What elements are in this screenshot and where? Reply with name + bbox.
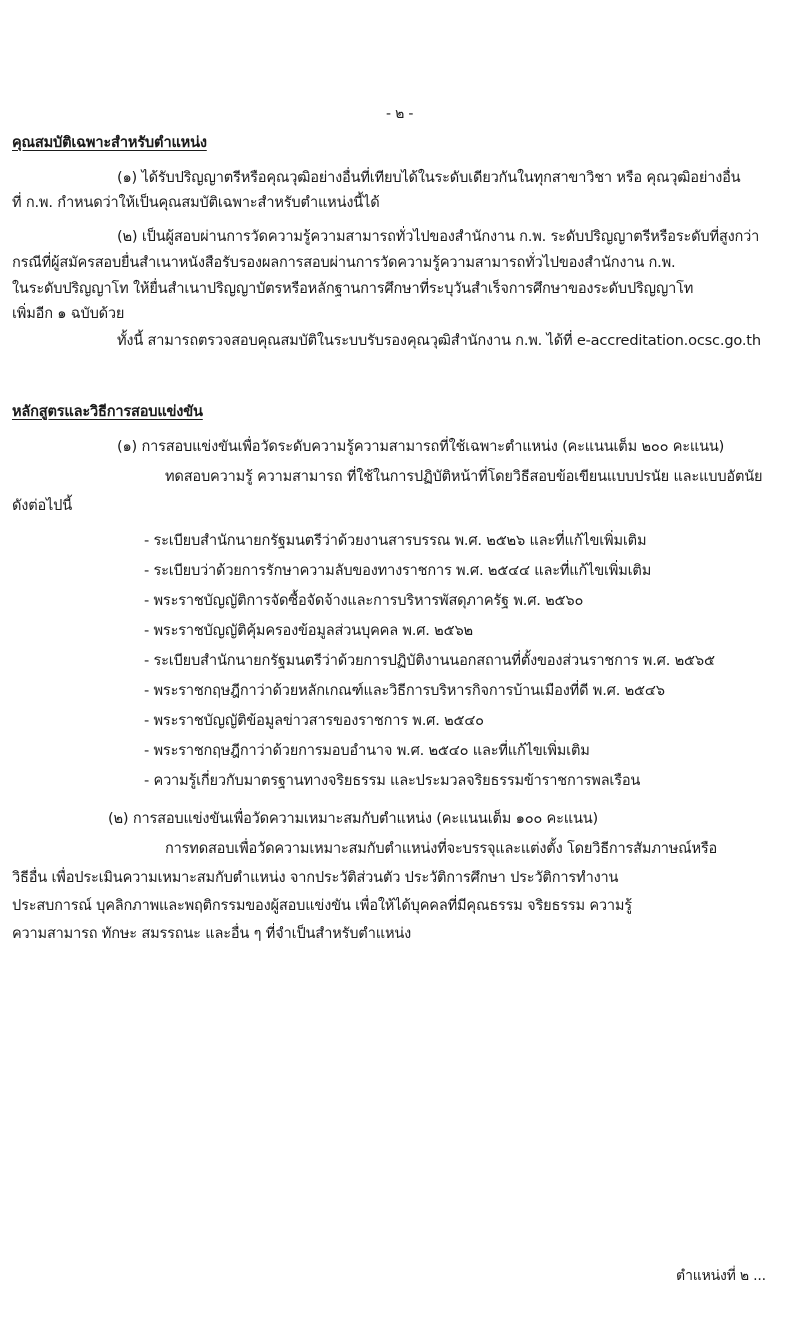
exam-part-2-desc-line-1: การทดสอบเพื่อวัดความเหมาะสมกับตำแหน่งที่จะบรรจุและแต่งตั้ง โดยวิธีการสัมภาษณ์หรือ [165,840,718,857]
exam-part-1-desc-line-2: ดังต่อไปนี้ [12,497,73,514]
exam-topic-item: - พระราชกฤษฎีกาว่าด้วยการมอบอำนาจ พ.ศ. ๒๕๔๐ และที่แก้ไขเพิ่มเติม [144,742,590,759]
exam-topic-item: - พระราชบัญญัติข้อมูลข่าวสารของราชการ พ.ศ. ๒๕๔๐ [144,712,484,729]
exam-topic-item: - ระเบียบว่าด้วยการรักษาความลับของทางราชการ พ.ศ. ๒๕๔๔ และที่แก้ไขเพิ่มเติม [144,562,652,579]
qualification-item-2-line-1: (๒) เป็นผู้สอบผ่านการวัดความรู้ความสามารถทั่วไปของสำนักงาน ก.พ. ระดับปริญญาตรีหรือระดับที่สูงกว่า [117,228,760,245]
qualification-item-2-line-2: กรณีที่ผู้สมัครสอบยื่นสำเนาหนังสือรับรองผลการสอบผ่านการวัดความรู้ความสามารถทั่วไปของสำนักงาน ก.พ. [12,254,676,271]
exam-topic-item: - ระเบียบสำนักนายกรัฐมนตรีว่าด้วยงานสารบรรณ พ.ศ. ๒๕๒๖ และที่แก้ไขเพิ่มเติม [144,532,647,549]
exam-topic-item: - พระราชกฤษฎีกาว่าด้วยหลักเกณฑ์และวิธีการบริหารกิจการบ้านเมืองที่ดี พ.ศ. ๒๕๔๖ [144,682,665,699]
exam-part-1-desc-line-1: ทดสอบความรู้ ความสามารถ ที่ใช้ในการปฏิบัติหน้าที่โดยวิธีสอบข้อเขียนแบบปรนัย และแบบอัตนัย [165,468,763,485]
exam-topic-item: - พระราชบัญญัติการจัดซื้อจัดจ้างและการบริหารพัสดุภาครัฐ พ.ศ. ๒๕๖๐ [144,592,584,609]
exam-part-2-desc-line-3: ประสบการณ์ บุคลิกภาพและพฤติกรรมของผู้สอบแข่งขัน เพื่อให้ได้บุคคลที่มีคุณธรรม จริยธรรม ความรู้ [12,897,632,914]
qualification-note: ทั้งนี้ สามารถตรวจสอบคุณสมบัติในระบบรับรองคุณวุฒิสำนักงาน ก.พ. ได้ที่ e-accreditation.ocsc.go.th [117,332,761,349]
exam-topic-item: - ความรู้เกี่ยวกับมาตรฐานทางจริยธรรม และประมวลจริยธรรมข้าราชการพลเรือน [144,772,641,789]
qualification-item-1-line-2: ที่ ก.พ. กำหนดว่าให้เป็นคุณสมบัติเฉพาะสำหรับตำแหน่งนี้ได้ [12,194,380,211]
qualification-item-1-line-1: (๑) ได้รับปริญญาตรีหรือคุณวุฒิอย่างอื่นที่เทียบได้ในระดับเดียวกันในทุกสาขาวิชา หรือ คุณวุฒิอย่างอื่น [117,169,741,186]
qualification-item-2-line-3: ในระดับปริญญาโท ให้ยื่นสำเนาปริญญาบัตรหรือหลักฐานการศึกษาที่ระบุวันสำเร็จการศึกษาของระดับปริญญาโท [12,280,694,297]
exam-topic-item: - พระราชบัญญัติคุ้มครองข้อมูลส่วนบุคคล พ.ศ. ๒๕๖๒ [144,622,473,639]
exam-topic-item: - ระเบียบสำนักนายกรัฐมนตรีว่าด้วยการปฏิบัติงานนอกสถานที่ตั้งของส่วนราชการ พ.ศ. ๒๕๖๕ [144,652,715,669]
exam-heading: หลักสูตรและวิธีการสอบแข่งขัน [12,403,203,420]
page-number: - ๒ - [386,106,414,122]
exam-part-2-title: (๒) การสอบแข่งขันเพื่อวัดความเหมาะสมกับตำแหน่ง (คะแนนเต็ม ๑๐๐ คะแนน) [108,810,599,827]
exam-part-2-desc-line-4: ความสามารถ ทักษะ สมรรถนะ และอื่น ๆ ที่จำเป็นสำหรับตำแหน่ง [12,925,412,942]
qualifications-heading: คุณสมบัติเฉพาะสำหรับตำแหน่ง [12,134,207,151]
exam-part-1-title: (๑) การสอบแข่งขันเพื่อวัดระดับความรู้ความสามารถที่ใช้เฉพาะตำแหน่ง (คะแนนเต็ม ๒๐๐ คะแนน) [117,438,725,455]
qualification-item-2-line-4: เพิ่มอีก ๑ ฉบับด้วย [12,305,125,322]
continuation-footer: ตำแหน่งที่ ๒ ... [676,1268,766,1284]
exam-part-2-desc-line-2: วิธีอื่น เพื่อประเมินความเหมาะสมกับตำแหน่ง จากประวัติส่วนตัว ประวัติการศึกษา ประวัติการทำงาน [12,869,619,886]
